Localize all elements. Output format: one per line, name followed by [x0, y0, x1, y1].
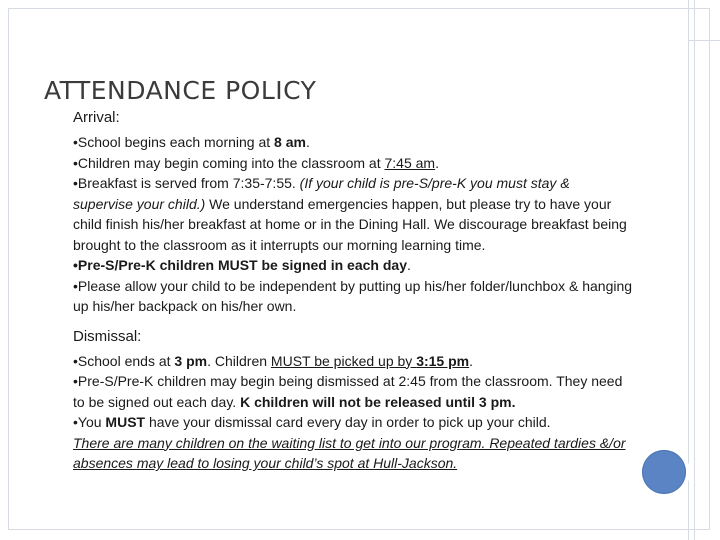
slide-content	[73, 108, 633, 474]
arrival-bullet-1-end: .	[305, 134, 310, 150]
dismissal-warning-text: There are many children on the waiting list to get into our program. Repeated tardies &/or absences may lead to losing your child’s spot at Hull-Jackson.	[73, 434, 626, 471]
arrival-bullet-4	[73, 255, 633, 276]
right-border-rule-1	[688, 0, 689, 540]
arrival-bullet-3-rest: We understand emergencies happen, but please try to have your child finish his/her breakfast at home or in the Dining Hall. We discourage breakfast being brought to the classroom as it interrupts our morning learning time.	[73, 195, 627, 253]
arrival-bullet-1-time: 8 am	[274, 134, 306, 150]
arrival-bullet-3	[73, 173, 633, 255]
arrival-bullet-3-text: •Breakfast is served from 7:35-7:55.	[73, 175, 300, 191]
dismissal-bullet-2-bold: K children will not be released until 3 pm.	[240, 393, 516, 410]
dismissal-bullet-1-underlined: MUST be picked up by	[270, 352, 417, 369]
arrival-bullet-4-text: •Pre-S/Pre-K children MUST be signed in each day	[73, 257, 407, 273]
dismissal-bullet-1-end: .	[469, 352, 473, 369]
dismissal-bullet-3-text: •You	[73, 414, 106, 430]
dismissal-bullet-2	[73, 371, 633, 412]
right-border-rule-2	[694, 0, 695, 540]
dismissal-bullet-4	[73, 433, 633, 474]
arrival-bullet-2-text: •Children may begin coming into the classroom at	[73, 154, 385, 171]
arrival-bullet-2-end: .	[435, 154, 439, 171]
arrival-bullet-1	[73, 132, 633, 153]
top-right-rule	[688, 40, 720, 41]
dismissal-bullet-1-text: •School ends at	[73, 352, 175, 369]
dismissal-bullet-3-must: MUST	[105, 414, 146, 430]
dismissal-bullet-3	[73, 412, 633, 433]
dismissal-bullet-1-mid: . Children	[207, 352, 271, 369]
arrival-bullet-2	[73, 153, 633, 174]
arrival-bullet-4-end: .	[406, 257, 411, 273]
dismissal-bullet-1-time: 3 pm	[174, 352, 208, 369]
arrival-heading: Arrival:	[73, 109, 120, 126]
decorative-circle	[642, 450, 686, 494]
dismissal-bullet-3-rest: have your dismissal card every day in order to pick up your child.	[145, 414, 551, 430]
dismissal-heading: Dismissal:	[73, 327, 142, 345]
arrival-bullet-2-time: 7:45 am	[384, 154, 436, 171]
dismissal-bullet-1-pickup-time: 3:15 pm	[416, 352, 470, 369]
arrival-bullet-5: •Please allow your child to be independent by putting up his/her folder/lunchbox & hanging up his/her backpack on his/her own.	[73, 277, 633, 314]
dismissal-bullet-1	[73, 351, 633, 372]
arrival-bullet-3-note: (If your child is pre-S/pre-K you must stay & supervise your child.)	[73, 175, 570, 212]
dismissal-bullet-2-text: •Pre-S/Pre-K children may begin being dismissed at 2:45 from the classroom. They need to be signed out each day.	[73, 373, 623, 410]
arrival-section	[73, 108, 633, 317]
arrival-bullet-1-text: •School begins each morning at	[73, 134, 275, 150]
dismissal-section	[73, 327, 633, 474]
slide-title: ATTENDANCE POLICY	[44, 76, 317, 105]
